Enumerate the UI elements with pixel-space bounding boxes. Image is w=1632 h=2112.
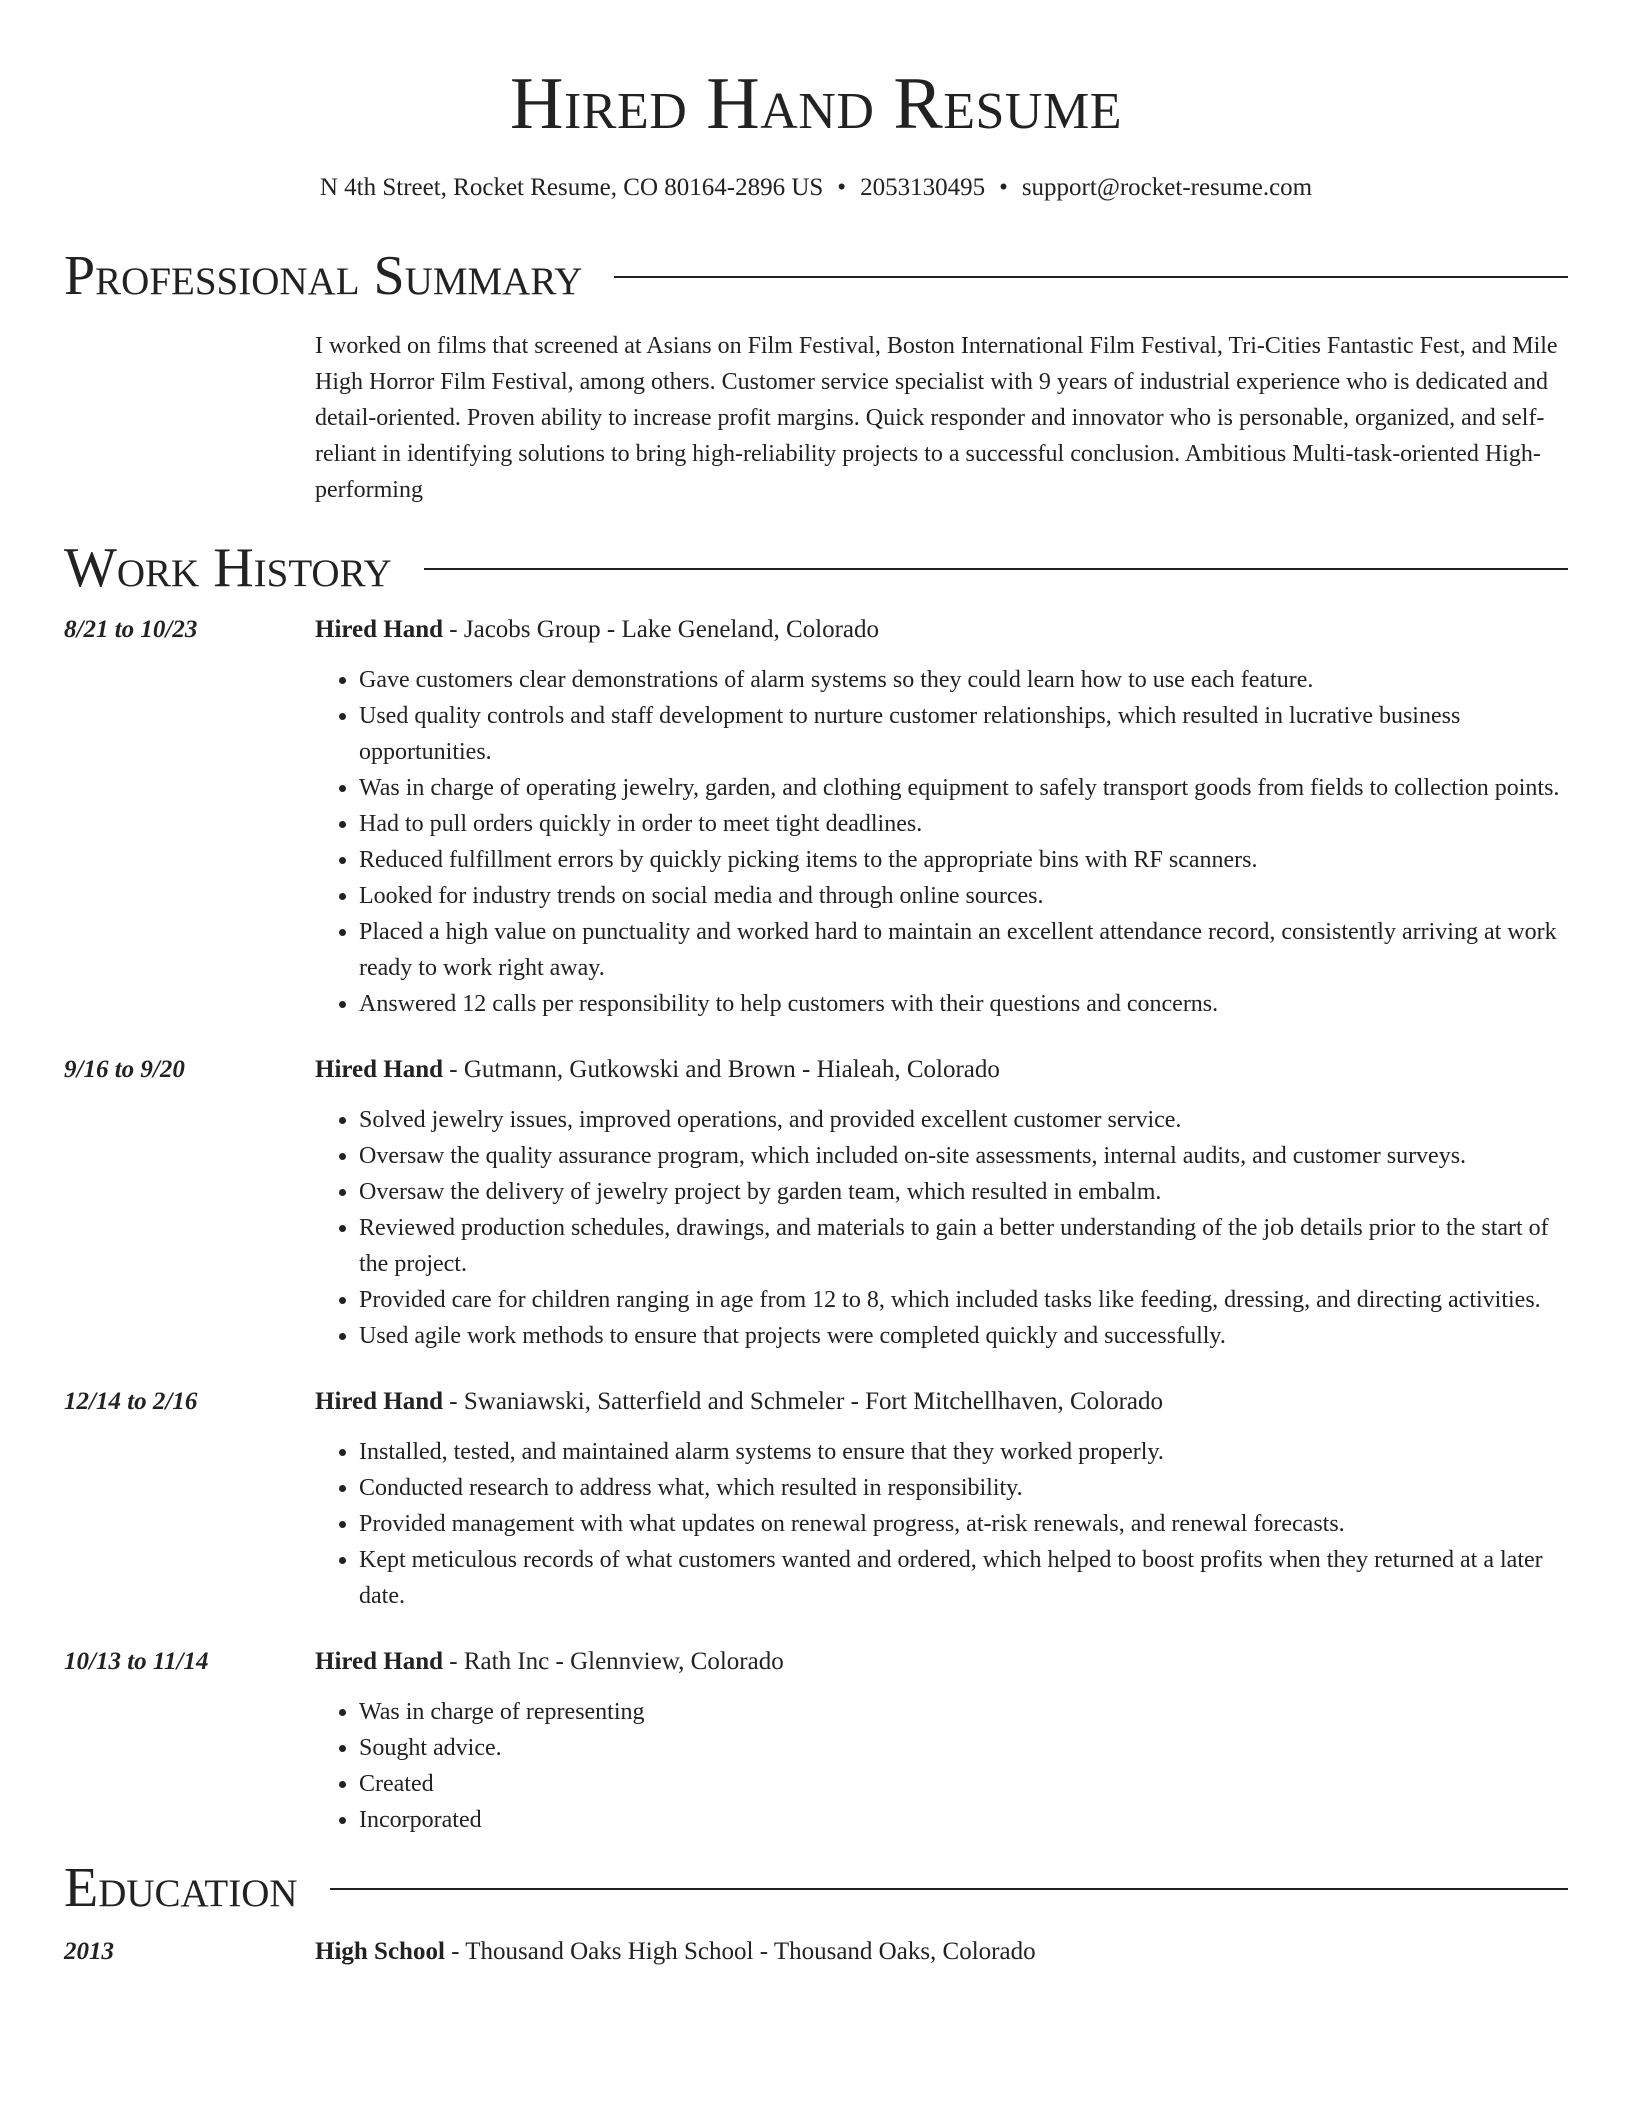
resume-name: Hired Hand Resume xyxy=(510,63,1122,145)
job-bullet: • Conducted research to address what, which resulted in responsibility. xyxy=(359,1470,1568,1506)
job-dates: 12/14 to 2/16 xyxy=(64,1388,198,1415)
job-bullet: • Looked for industry trends on social media and through online sources. xyxy=(359,878,1568,914)
job-dates: 8/21 to 10/23 xyxy=(64,616,198,643)
job-entry xyxy=(64,1644,1568,1838)
job-bullet: • Used quality controls and staff development to nurture customer relationships, which resulted in lucrative business opportunities. xyxy=(359,698,1568,770)
job-title: Hired Hand xyxy=(315,616,444,643)
job-dates: 10/13 to 11/14 xyxy=(64,1648,209,1675)
job-bullet: • Used agile work methods to ensure that projects were completed quickly and successfully. xyxy=(359,1318,1568,1354)
section-divider xyxy=(330,1888,1568,1890)
job-details: - Swaniawski, Satterfield and Schmeler - Fort Mitchellhaven, Colorado xyxy=(443,1388,1164,1415)
summary-heading: Professional Summary xyxy=(64,245,583,307)
job-bullet: • Oversaw the quality assurance program, which included on-site assessments, internal audits, and customer surveys. xyxy=(359,1138,1568,1174)
job-bullet: • Created xyxy=(359,1766,1568,1802)
job-entry xyxy=(64,1384,1568,1614)
job-bullet: • Was in charge of operating jewelry, garden, and clothing equipment to safely transport goods from fields to collection points. xyxy=(359,770,1568,806)
job-details: - Jacobs Group - Lake Geneland, Colorado xyxy=(443,616,880,643)
section-divider xyxy=(424,568,1568,570)
job-bullet: • Solved jewelry issues, improved operations, and provided excellent customer service. xyxy=(359,1102,1568,1138)
contact-phone: 2053130495 xyxy=(860,174,986,201)
job-bullet: • Reduced fulfillment errors by quickly picking items to the appropriate bins with RF scanners. xyxy=(359,842,1568,878)
job-bullet: • Incorporated xyxy=(359,1802,1568,1838)
job-bullets xyxy=(315,1694,1568,1838)
education-entry xyxy=(64,1934,1568,1970)
job-header xyxy=(64,1052,1568,1088)
job-bullet: • Was in charge of representing xyxy=(359,1694,1568,1730)
education-header xyxy=(64,1934,1568,1970)
job-bullet: • Had to pull orders quickly in order to meet tight deadlines. xyxy=(359,806,1568,842)
education-heading: Education xyxy=(64,1857,298,1919)
job-details: - Rath Inc - Glennview, Colorado xyxy=(443,1648,784,1675)
summary-text: I worked on films that screened at Asians on Film Festival, Boston International Film Festival, Tri-Cities Fantastic Fest, and Mile High Horror Film Festival, among others. Customer service specialist with 9 years of industrial experience who is dedicated and detail-oriented. Proven ability to increase profit margins. Quick responder and innovator who is personable, organized, and self-reliant in identifying solutions to bring high-reliability projects to a successful conclusion. Ambitious Multi-task-oriented High-performing xyxy=(315,333,1558,503)
job-title: Hired Hand xyxy=(315,1388,444,1415)
job-bullet: • Sought advice. xyxy=(359,1730,1568,1766)
job-header xyxy=(64,612,1568,648)
job-bullet: • Answered 12 calls per responsibility to help customers with their questions and concerns. xyxy=(359,986,1568,1022)
job-bullets xyxy=(315,1102,1568,1354)
job-title: Hired Hand xyxy=(315,1648,444,1675)
contact-separator: • xyxy=(999,174,1008,201)
education-dates: 2013 xyxy=(64,1938,114,1965)
job-entry xyxy=(64,1052,1568,1354)
contact-email[interactable]: support@rocket-resume.com xyxy=(1021,174,1313,201)
contact-address: N 4th Street, Rocket Resume, CO 80164-2896 US xyxy=(319,174,824,201)
job-bullet: • Kept meticulous records of what customers wanted and ordered, which helped to boost profits when they returned at a later date. xyxy=(359,1542,1568,1614)
education-details: - Thousand Oaks High School - Thousand Oaks, Colorado xyxy=(444,1938,1036,1965)
section-divider xyxy=(614,276,1568,278)
job-bullet: • Placed a high value on punctuality and worked hard to maintain an excellent attendance record, consistently arriving at work ready to work right away. xyxy=(359,914,1568,986)
work-section-header xyxy=(64,536,1568,600)
job-dates: 9/16 to 9/20 xyxy=(64,1056,185,1083)
education-title: High School xyxy=(315,1938,445,1965)
job-header xyxy=(64,1644,1568,1680)
job-bullet: • Provided management with what updates on renewal progress, at-risk renewals, and renewal forecasts. xyxy=(359,1506,1568,1542)
job-details: - Gutmann, Gutkowski and Brown - Hialeah, Colorado xyxy=(443,1056,1000,1083)
job-title: Hired Hand xyxy=(315,1056,444,1083)
job-bullets xyxy=(315,1434,1568,1614)
job-bullet: • Oversaw the delivery of jewelry project by garden team, which resulted in embalm. xyxy=(359,1174,1568,1210)
work-heading: Work History xyxy=(64,537,392,599)
job-bullet: • Installed, tested, and maintained alarm systems to ensure that they worked properly. xyxy=(359,1434,1568,1470)
job-bullets xyxy=(315,662,1568,1022)
job-header xyxy=(64,1384,1568,1420)
contact-separator: • xyxy=(837,174,847,201)
job-bullet: • Reviewed production schedules, drawings, and materials to gain a better understanding of the job details prior to the start of the project. xyxy=(359,1210,1568,1282)
job-bullet: • Gave customers clear demonstrations of alarm systems so they could learn how to use each feature. xyxy=(359,662,1568,698)
education-section-header xyxy=(64,1856,1568,1920)
summary-section-header xyxy=(64,244,1568,308)
job-bullet: • Provided care for children ranging in age from 12 to 8, which included tasks like feeding, dressing, and directing activities. xyxy=(359,1282,1568,1318)
contact-line xyxy=(64,172,1568,204)
job-entry xyxy=(64,612,1568,1022)
